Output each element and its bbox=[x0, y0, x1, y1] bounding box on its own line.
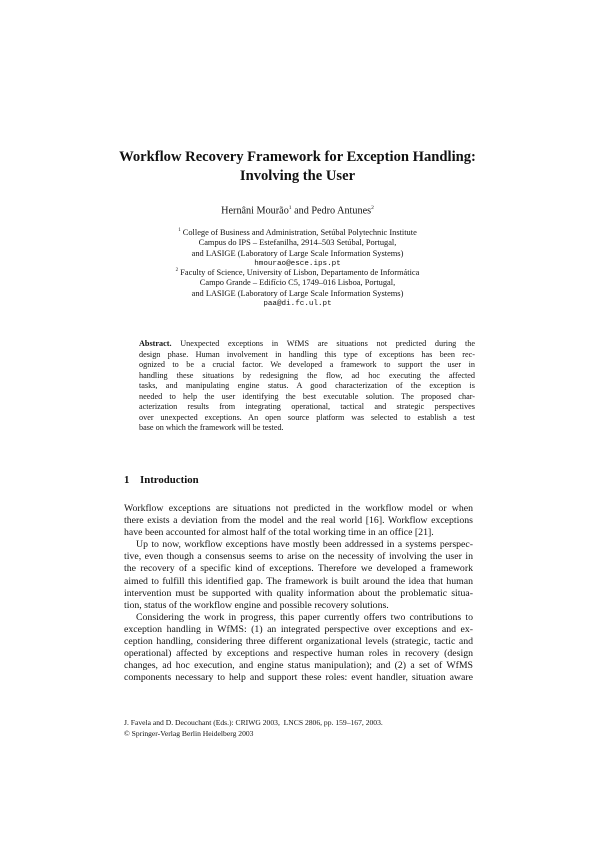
author-name: Pedro Antunes bbox=[311, 205, 372, 217]
title-line: Involving the User bbox=[239, 168, 356, 184]
affiliation-line: College of Business and Administration, Setúbal Polytechnic Institute bbox=[182, 227, 417, 237]
abstract-line: Unexpected exceptions in WfMS are situations not predicted during the bbox=[171, 339, 475, 348]
body-line: aimed to fulfill this identified gap. The framework is built around the idea that human bbox=[124, 575, 473, 587]
affiliation-line: and LASIGE (Laboratory of Large Scale Information Systems) bbox=[191, 248, 404, 258]
copyright-footer bbox=[124, 718, 383, 739]
body-line: ception handling, considering three different organizational levels (strategic, tactic and bbox=[124, 636, 473, 648]
body-line: Considering the work in progress, this paper currently offers two contributions to bbox=[136, 611, 473, 623]
body-line: tive, even though a consensus seems to arise on the necessity of involving the user in bbox=[124, 551, 473, 563]
body-line: intervention must be supported with quality information about the problematic situa- bbox=[124, 587, 473, 599]
paper-title bbox=[0, 148, 595, 186]
body-line: have been accounted for almost half of the total working time in an office [21]. bbox=[124, 527, 434, 539]
author-name: Hernâni Mourão bbox=[221, 205, 289, 217]
abstract-line: over unexpected exceptions. An open source platform was selected to establish a test bbox=[139, 412, 475, 422]
abstract-line: acterization results from integrating operational, tactical and strategic perspectives bbox=[139, 402, 475, 411]
affiliation-mark: 1 bbox=[178, 228, 181, 233]
abstract-line: handling these situations by redesigning the flow, ad hoc executing the affected bbox=[139, 370, 475, 380]
affiliation-line: Campus do IPS – Estefanilha, 2914–503 Setúbal, Portugal, bbox=[198, 238, 397, 248]
body-line: there exists a deviation from the model and the real world [16]. Workflow exceptions bbox=[124, 515, 473, 527]
section-heading bbox=[124, 474, 199, 486]
body-line: Workflow exceptions are situations not predicted in the workflow model or when bbox=[124, 503, 473, 514]
abstract-line: needed to help the user identifying the best executable solution. The proposed char- bbox=[139, 391, 475, 401]
body-line: operational) affected by exceptions and respective human roles in recovery (design bbox=[124, 648, 473, 660]
affiliation-mark: 2 bbox=[371, 205, 374, 211]
author-list bbox=[0, 205, 595, 216]
abstract-line: base on which the framework will be tested. bbox=[139, 423, 284, 432]
affiliation-mark: 2 bbox=[175, 268, 179, 273]
body-line: the recovery of a specific kind of exceptions. Therefore we developed a framework bbox=[124, 563, 473, 575]
affiliation-block bbox=[0, 226, 595, 269]
body-line: Up to now, workflow exceptions have mostly been addressed in a systems perspec- bbox=[136, 539, 473, 551]
abstract-label: Abstract. bbox=[139, 339, 172, 348]
body-text bbox=[124, 503, 473, 684]
affiliation-line: Faculty of Science, University of Lisbon, Departamento de Informática bbox=[180, 267, 420, 277]
affiliation-line: Campo Grande – Edifício C5, 1749–016 Lisboa, Portugal, bbox=[199, 278, 396, 288]
footer-copyright: © Springer-Verlag Berlin Heidelberg 2003 bbox=[124, 728, 254, 738]
body-line: components necessary to help and support these roles: event handler, situation aware bbox=[124, 672, 473, 684]
body-line: changes, ad hoc execution, and engine status manipulation); and (2) a set of WfMS bbox=[124, 660, 473, 672]
section-number: 1 bbox=[124, 474, 130, 486]
affiliation-line: and LASIGE (Laboratory of Large Scale Information Systems) bbox=[191, 288, 404, 298]
affiliation-mark: 1 bbox=[288, 205, 292, 211]
author-joiner: and bbox=[291, 205, 312, 217]
abstract-line: tasks, and manipulating engine status. A good characterization of the exception is bbox=[139, 381, 475, 390]
footer-citation: J. Favela and D. Decouchant (Eds.): CRIWG 2003, LNCS 2806, pp. 159–167, 2003. bbox=[124, 718, 383, 727]
abstract-line: design phase. Human involvement in handling this type of exceptions has been rec- bbox=[139, 349, 475, 359]
abstract-line: ognized to be a crucial factor. We developed a framework to support the user in bbox=[139, 360, 475, 369]
author-email: hmourao@esce.ips.pt bbox=[254, 260, 341, 269]
body-line: tion, status of the workflow engine and possible recovery solutions. bbox=[124, 599, 389, 611]
title-line: Workflow Recovery Framework for Exception Handling: bbox=[119, 149, 476, 165]
author-email: paa@di.fc.ul.pt bbox=[263, 300, 332, 309]
body-line: exception handling in WfMS: (1) an integrated perspective over exceptions and ex- bbox=[124, 623, 473, 635]
abstract bbox=[139, 339, 475, 434]
affiliation-block bbox=[0, 266, 595, 309]
section-title: Introduction bbox=[140, 474, 199, 486]
